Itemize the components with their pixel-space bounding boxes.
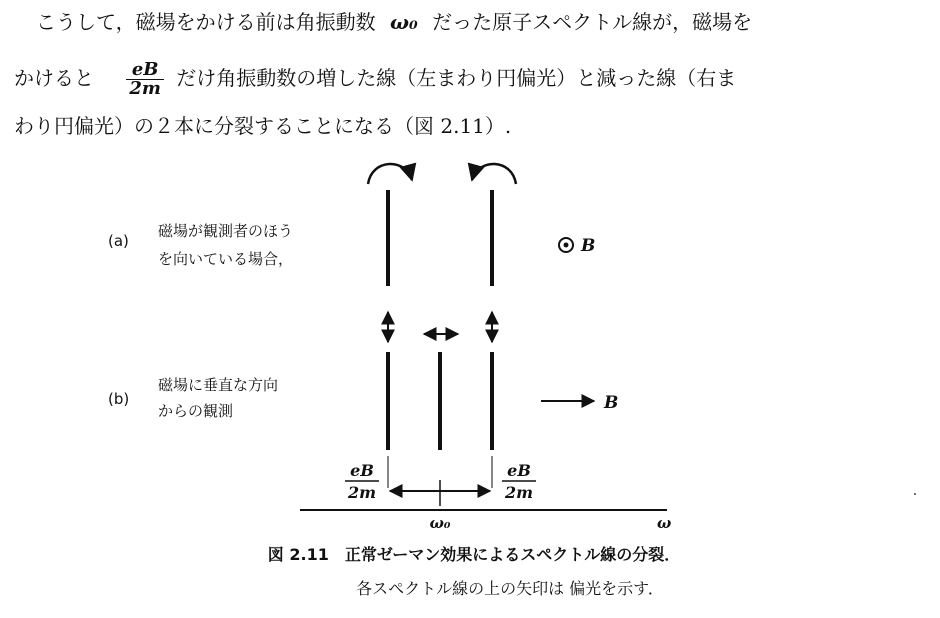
- zeeman-figure: [0, 150, 940, 540]
- stray-mark: [914, 493, 916, 495]
- panel-a-text-line-1: 磁場が観測者のほう: [158, 222, 294, 240]
- paragraph-line-1-rest: だった原子スペクトル線が，磁場を: [432, 10, 753, 34]
- figure-caption-line-2: 各スペクトル線の上の矢印は 偏光を示す．: [356, 579, 664, 598]
- eB-over-2m-fraction: [126, 61, 164, 98]
- paragraph-line-3: [14, 106, 511, 146]
- omega-zero-tick-label: ω₀: [429, 514, 451, 532]
- paragraph-line-1: [36, 2, 752, 42]
- b-out-of-page-dot: [564, 243, 569, 248]
- paragraph-line-2: [14, 50, 736, 106]
- figure-caption-line-1: 図 2.11 正常ゼーマン効果によるスペクトル線の分裂．: [267, 545, 681, 564]
- left-shift-denominator: 2m: [347, 483, 377, 502]
- fraction-denominator: 2m: [129, 78, 161, 99]
- clockwise-arrow-icon: [472, 164, 516, 184]
- panel-a-text-line-2: を向いている場合，: [158, 250, 294, 268]
- panel-b-text-line-1: 磁場に垂直な方向: [158, 376, 279, 394]
- panel-b-label: (b): [108, 390, 130, 408]
- paragraph-line-3-text: わり円偏光）の２本に分裂することになる（図 2.11）.: [14, 114, 512, 138]
- panel-b-b-label: B: [604, 393, 619, 413]
- right-shift-numerator: eB: [507, 461, 531, 480]
- panel-b-text-line-2: からの観測: [158, 402, 234, 420]
- right-shift-denominator: 2m: [504, 483, 534, 502]
- paragraph-line-2-post: だけ角振動数の増した線（左まわり円偏光）と減った線（右ま: [176, 66, 737, 90]
- panel-a-label: (a): [108, 232, 129, 250]
- left-shift-numerator: eB: [350, 461, 374, 480]
- paragraph-line-1-text: こうして，磁場をかける前は角振動数: [36, 10, 376, 34]
- omega-axis-label: ω: [657, 514, 672, 532]
- fraction-numerator: eB: [126, 61, 164, 80]
- panel-a-b-label: B: [581, 236, 596, 256]
- paragraph-line-2-pre: かけると: [14, 66, 94, 90]
- counterclockwise-arrow-icon: [368, 164, 412, 184]
- omega-zero-symbol: ω₀: [389, 10, 418, 34]
